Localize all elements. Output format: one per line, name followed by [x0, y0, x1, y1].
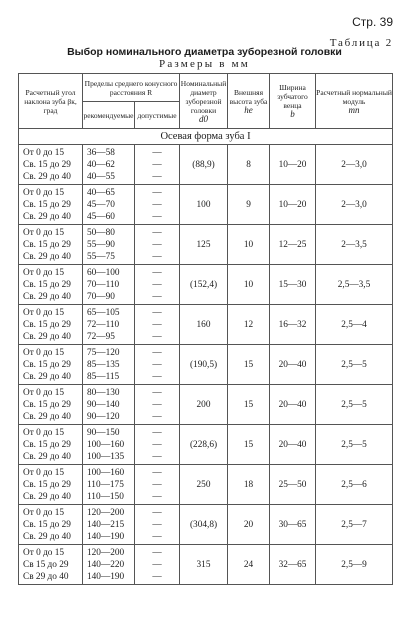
recommended-cell	[83, 425, 135, 465]
height-cell: 24	[228, 545, 270, 585]
allowed-range: —	[152, 279, 162, 290]
module-cell: 2,5—9	[316, 545, 393, 585]
recommended-range: 55—75	[87, 251, 115, 262]
angle-cell	[19, 225, 83, 265]
angle-range: Св 29 до 40	[23, 571, 69, 582]
angle-range: Св. 15 до 29	[23, 479, 71, 490]
recommended-range: 45—60	[87, 211, 115, 222]
recommended-range: 140—220	[87, 559, 125, 570]
diameter-cell: 160	[180, 305, 228, 345]
table-row	[19, 345, 393, 385]
allowed-cell	[135, 465, 180, 505]
table-row	[19, 225, 393, 265]
table-row	[19, 185, 393, 225]
height-cell: 10	[228, 265, 270, 305]
diameter-cell: (304,8)	[180, 505, 228, 545]
header-width-symbol: b	[290, 109, 295, 119]
diameter-cell: 250	[180, 465, 228, 505]
module-cell: 2,5—5	[316, 345, 393, 385]
height-cell: 15	[228, 385, 270, 425]
angle-range: От 0 до 15	[23, 147, 65, 158]
angle-range: Св. 29 до 40	[23, 531, 71, 542]
recommended-range: 100—160	[87, 439, 125, 450]
header-distance-recommended: рекомендуемые	[83, 102, 135, 129]
angle-cell	[19, 145, 83, 185]
allowed-cell	[135, 345, 180, 385]
width-cell: 12—25	[270, 225, 316, 265]
recommended-range: 45—70	[87, 199, 115, 210]
allowed-range: —	[152, 519, 162, 530]
angle-cell	[19, 305, 83, 345]
allowed-range: —	[152, 359, 162, 370]
module-cell: 2—3,0	[316, 185, 393, 225]
module-cell: 2,5—3,5	[316, 265, 393, 305]
allowed-range: —	[152, 251, 162, 262]
header-distance-label: Пределы среднего конусного расстояния R	[84, 78, 178, 97]
allowed-range: —	[152, 491, 162, 502]
angle-range: Св. 15 до 29	[23, 319, 71, 330]
allowed-range: —	[152, 291, 162, 302]
angle-cell	[19, 345, 83, 385]
recommended-cell	[83, 385, 135, 425]
allowed-range: —	[152, 187, 162, 198]
angle-range: Св. 29 до 40	[23, 411, 71, 422]
header-row-1	[19, 74, 393, 102]
width-cell: 16—32	[270, 305, 316, 345]
recommended-range: 85—135	[87, 359, 120, 370]
recommended-cell	[83, 225, 135, 265]
angle-range: Св 15 до 29	[23, 559, 69, 570]
header-angle-label: Расчетный угол наклона зуба βк, град	[24, 87, 77, 115]
width-cell: 10—20	[270, 185, 316, 225]
height-cell: 8	[228, 145, 270, 185]
recommended-range: 60—100	[87, 267, 120, 278]
recommended-cell	[83, 465, 135, 505]
angle-range: Св. 15 до 29	[23, 519, 71, 530]
recommended-range: 65—105	[87, 307, 120, 318]
allowed-range: —	[152, 559, 162, 570]
angle-range: Св. 15 до 29	[23, 439, 71, 450]
recommended-range: 140—190	[87, 531, 125, 542]
recommended-range: 90—140	[87, 399, 120, 410]
recommended-range: 55—90	[87, 239, 115, 250]
angle-cell	[19, 185, 83, 225]
angle-range: Св. 29 до 40	[23, 171, 71, 182]
table-row	[19, 265, 393, 305]
allowed-range: —	[152, 211, 162, 222]
angle-range: Св. 29 до 40	[23, 451, 71, 462]
allowed-range: —	[152, 147, 162, 158]
height-cell: 20	[228, 505, 270, 545]
width-cell: 20—40	[270, 385, 316, 425]
header-diameter-label: Номинальный диаметр зуборезной головки	[180, 78, 227, 115]
diameter-cell: 200	[180, 385, 228, 425]
allowed-range: —	[152, 411, 162, 422]
recommended-cell	[83, 545, 135, 585]
angle-range: Св. 29 до 40	[23, 251, 71, 262]
recommended-range: 70—90	[87, 291, 115, 302]
allowed-range: —	[152, 319, 162, 330]
header-module-symbol: mn	[348, 104, 360, 115]
allowed-cell	[135, 225, 180, 265]
recommended-cell	[83, 185, 135, 225]
recommended-range: 100—135	[87, 451, 125, 462]
table-row	[19, 545, 393, 585]
recommended-range: 140—215	[87, 519, 125, 530]
angle-range: От 0 до 15	[23, 307, 65, 318]
recommended-range: 40—65	[87, 187, 115, 198]
allowed-range: —	[152, 199, 162, 210]
allowed-cell	[135, 265, 180, 305]
height-cell: 10	[228, 225, 270, 265]
angle-range: Св. 29 до 40	[23, 371, 71, 382]
allowed-range: —	[152, 531, 162, 542]
page-number: Стр. 39	[352, 15, 393, 29]
allowed-cell	[135, 385, 180, 425]
angle-cell	[19, 265, 83, 305]
allowed-range: —	[152, 347, 162, 358]
table-row	[19, 465, 393, 505]
gear-cutter-table	[18, 73, 393, 585]
allowed-range: —	[152, 387, 162, 398]
width-cell: 32—65	[270, 545, 316, 585]
header-width	[270, 74, 316, 129]
height-cell: 15	[228, 345, 270, 385]
width-cell: 10—20	[270, 145, 316, 185]
header-diameter-symbol: d0	[199, 113, 209, 124]
table-row	[19, 305, 393, 345]
recommended-range: 90—150	[87, 427, 120, 438]
allowed-range: —	[152, 307, 162, 318]
table-label: Таблица 2	[329, 37, 393, 49]
table-row	[19, 505, 393, 545]
recommended-range: 140—190	[87, 571, 125, 582]
table-row	[19, 425, 393, 465]
header-height-symbol: he	[244, 104, 253, 115]
header-distance-allowed: допустимые	[135, 102, 180, 129]
width-cell: 15—30	[270, 265, 316, 305]
recommended-cell	[83, 345, 135, 385]
allowed-cell	[135, 305, 180, 345]
width-cell: 20—40	[270, 425, 316, 465]
recommended-range: 110—175	[87, 479, 124, 490]
allowed-range: —	[152, 479, 162, 490]
allowed-range: —	[152, 467, 162, 478]
angle-range: От 0 до 15	[23, 187, 65, 198]
header-module	[316, 74, 393, 129]
angle-range: Св. 29 до 40	[23, 211, 71, 222]
recommended-cell	[83, 305, 135, 345]
angle-range: От 0 до 15	[23, 387, 65, 398]
allowed-range: —	[152, 239, 162, 250]
angle-range: Св. 29 до 40	[23, 331, 71, 342]
allowed-range: —	[152, 159, 162, 170]
allowed-range: —	[152, 427, 162, 438]
table-row	[19, 385, 393, 425]
angle-range: От 0 до 15	[23, 547, 65, 558]
angle-range: Св. 15 до 29	[23, 399, 71, 410]
allowed-cell	[135, 145, 180, 185]
module-cell: 2,5—5	[316, 385, 393, 425]
recommended-range: 110—150	[87, 491, 124, 502]
diameter-cell: 315	[180, 545, 228, 585]
height-cell: 15	[228, 425, 270, 465]
recommended-range: 40—55	[87, 171, 115, 182]
height-cell: 18	[228, 465, 270, 505]
recommended-cell	[83, 265, 135, 305]
angle-range: От 0 до 15	[23, 267, 65, 278]
angle-range: От 0 до 15	[23, 227, 65, 238]
header-diameter	[180, 74, 228, 129]
allowed-range: —	[152, 267, 162, 278]
allowed-range: —	[152, 451, 162, 462]
section-title: Осевая форма зуба I	[19, 129, 393, 145]
angle-cell	[19, 465, 83, 505]
recommended-range: 100—160	[87, 467, 125, 478]
recommended-range: 72—95	[87, 331, 115, 342]
angle-range: Св. 15 до 29	[23, 359, 71, 370]
allowed-range: —	[152, 571, 162, 582]
angle-range: Св. 29 до 40	[23, 491, 71, 502]
header-distance	[83, 74, 180, 102]
recommended-range: 120—200	[87, 507, 125, 518]
angle-cell	[19, 505, 83, 545]
recommended-cell	[83, 145, 135, 185]
recommended-range: 90—120	[87, 411, 120, 422]
angle-range: Св. 29 до 40	[23, 291, 71, 302]
angle-range: Св. 15 до 29	[23, 199, 71, 210]
diameter-cell: 125	[180, 225, 228, 265]
table-row	[19, 145, 393, 185]
angle-cell	[19, 545, 83, 585]
table-body	[19, 129, 393, 585]
module-cell: 2—3,0	[316, 145, 393, 185]
angle-range: Св. 15 до 29	[23, 239, 71, 250]
recommended-cell	[83, 505, 135, 545]
angle-range: От 0 до 15	[23, 427, 65, 438]
diameter-cell: (228,6)	[180, 425, 228, 465]
height-cell: 12	[228, 305, 270, 345]
recommended-range: 85—115	[87, 371, 120, 382]
header-height	[228, 74, 270, 129]
table-title: Выбор номинального диаметра зуборезной головки	[67, 46, 342, 58]
angle-range: От 0 до 15	[23, 507, 65, 518]
recommended-range: 36—58	[87, 147, 115, 158]
width-cell: 25—50	[270, 465, 316, 505]
diameter-cell: (88,9)	[180, 145, 228, 185]
width-cell: 30—65	[270, 505, 316, 545]
allowed-range: —	[152, 547, 162, 558]
module-cell: 2—3,5	[316, 225, 393, 265]
header-height-label: Внешняя высота зуба	[229, 87, 268, 106]
header-width-label: Ширина зубчатого венца	[277, 83, 308, 110]
allowed-range: —	[152, 171, 162, 182]
allowed-cell	[135, 505, 180, 545]
units-caption: Размеры в мм	[159, 58, 250, 70]
allowed-cell	[135, 185, 180, 225]
allowed-cell	[135, 425, 180, 465]
module-cell: 2,5—7	[316, 505, 393, 545]
allowed-cell	[135, 545, 180, 585]
section-row	[19, 129, 393, 145]
allowed-range: —	[152, 399, 162, 410]
allowed-range: —	[152, 439, 162, 450]
recommended-range: 72—110	[87, 319, 120, 330]
allowed-range: —	[152, 507, 162, 518]
angle-range: От 0 до 15	[23, 467, 65, 478]
header-module-label: Расчетный нормальный модуль	[316, 87, 392, 106]
module-cell: 2,5—6	[316, 465, 393, 505]
module-cell: 2,5—4	[316, 305, 393, 345]
module-cell: 2,5—5	[316, 425, 393, 465]
angle-cell	[19, 425, 83, 465]
recommended-range: 40—62	[87, 159, 115, 170]
diameter-cell: 100	[180, 185, 228, 225]
height-cell: 9	[228, 185, 270, 225]
angle-range: Св. 15 до 29	[23, 279, 71, 290]
diameter-cell: (152,4)	[180, 265, 228, 305]
width-cell: 20—40	[270, 345, 316, 385]
diameter-cell: (190,5)	[180, 345, 228, 385]
allowed-range: —	[152, 331, 162, 342]
recommended-range: 120—200	[87, 547, 125, 558]
allowed-range: —	[152, 227, 162, 238]
recommended-range: 50—80	[87, 227, 115, 238]
recommended-range: 75—120	[87, 347, 120, 358]
recommended-range: 80—130	[87, 387, 120, 398]
angle-cell	[19, 385, 83, 425]
allowed-range: —	[152, 371, 162, 382]
angle-range: Св. 15 до 29	[23, 159, 71, 170]
recommended-range: 70—110	[87, 279, 120, 290]
header-angle	[19, 74, 83, 129]
angle-range: От 0 до 15	[23, 347, 65, 358]
